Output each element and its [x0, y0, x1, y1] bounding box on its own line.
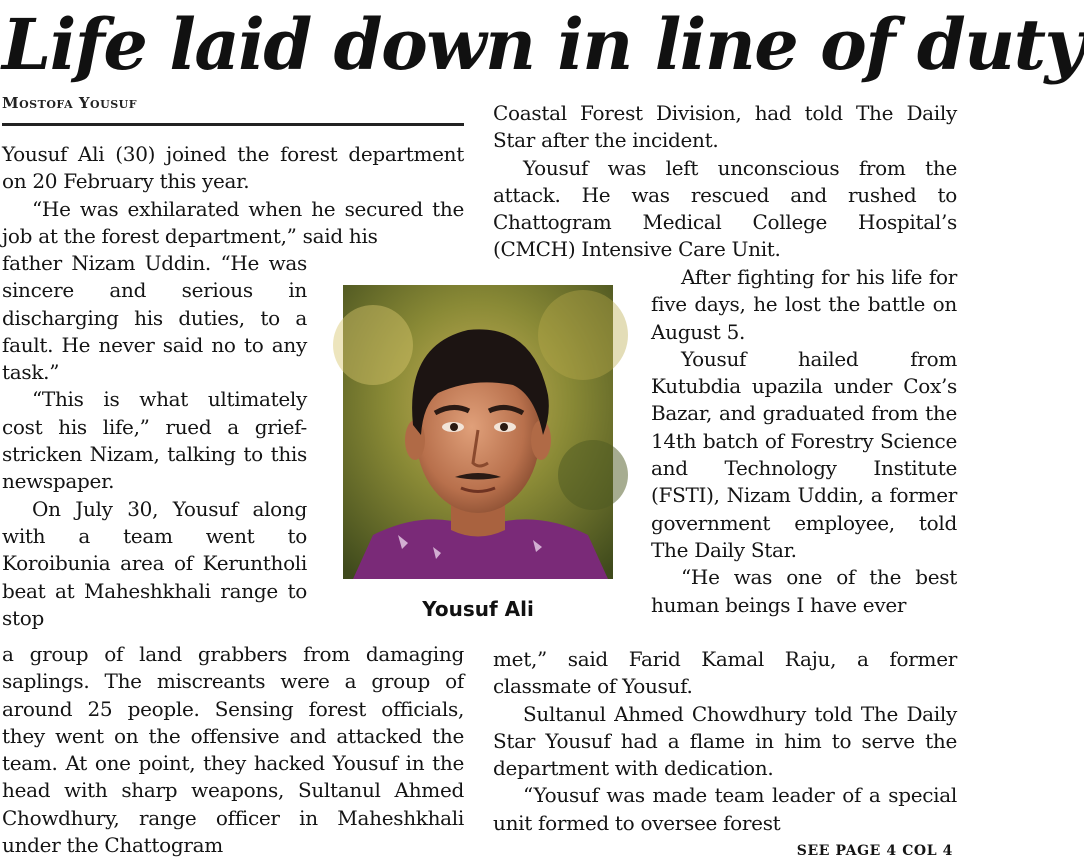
paragraph: Yousuf Ali (30) joined the forest department on 20 February this year. [2, 142, 464, 194]
headline: Life laid down in line of duty [2, 3, 1084, 86]
paragraph: “He was exhilarated when he secured the job at the forest department,” said his [2, 196, 464, 248]
right-column-bottom [493, 646, 957, 837]
paragraph: father Nizam Uddin. “He was sincere and serious in discharging his duties, to a fault. He never said no to any task.” [2, 251, 307, 385]
right-column-wrap [651, 264, 957, 619]
paragraph: Yousuf hailed from Kutubdia upazila under Cox’s Bazar, and graduated from the 14th batch of Forestry Science and Technology Institute (FSTI), Nizam Uddin, a former government employee, told The Daily Star. [651, 346, 957, 562]
portrait-photo [343, 285, 613, 579]
paragraph: “Yousuf was made team leader of a special unit formed to oversee forest [493, 783, 957, 835]
right-column-top [493, 100, 957, 264]
paragraph: Sultanul Ahmed Chowdhury told The Daily Star Yousuf had a flame in him to serve the department with dedication. [493, 701, 957, 781]
paragraph: a group of land grabbers from damaging saplings. The miscreants were a group of around 25 people. Sensing forest officials, they went on the offensive and attacked the team. At one point, they hacked Yousuf in the head with sharp weapons, Sultanul Ahmed Chowdhury, range officer in Maheshkhali under the Chattogram [2, 642, 464, 858]
byline: Mostofa Yousuf [2, 94, 138, 112]
left-column-bottom [2, 641, 464, 859]
paragraph: Yousuf was left unconscious from the attack. He was rescued and rushed to Chattogram Medical College Hospital’s (CMCH) Intensive Care Unit. [493, 155, 957, 262]
paragraph: met,” said Farid Kamal Raju, a former classmate of Yousuf. [493, 647, 957, 699]
paragraph: On July 30, Yousuf along with a team went to Koroibunia area of Keruntholi beat at Maheshkhali range to stop [2, 496, 307, 630]
left-column-wrap [2, 250, 307, 632]
left-column-top [2, 141, 464, 250]
paragraph: Coastal Forest Division, had told The Daily Star after the incident. [493, 101, 957, 153]
continuation-note: SEE PAGE 4 COL 4 [796, 843, 953, 859]
photo-caption: Yousuf Ali [422, 597, 534, 621]
paragraph: “This is what ultimately cost his life,” rued a grief-stricken Nizam, talking to this newspaper. [2, 387, 307, 494]
paragraph: “He was one of the best human beings I have ever [651, 565, 957, 617]
byline-rule [2, 123, 464, 126]
paragraph: After fighting for his life for five days, he lost the battle on August 5. [651, 265, 957, 344]
